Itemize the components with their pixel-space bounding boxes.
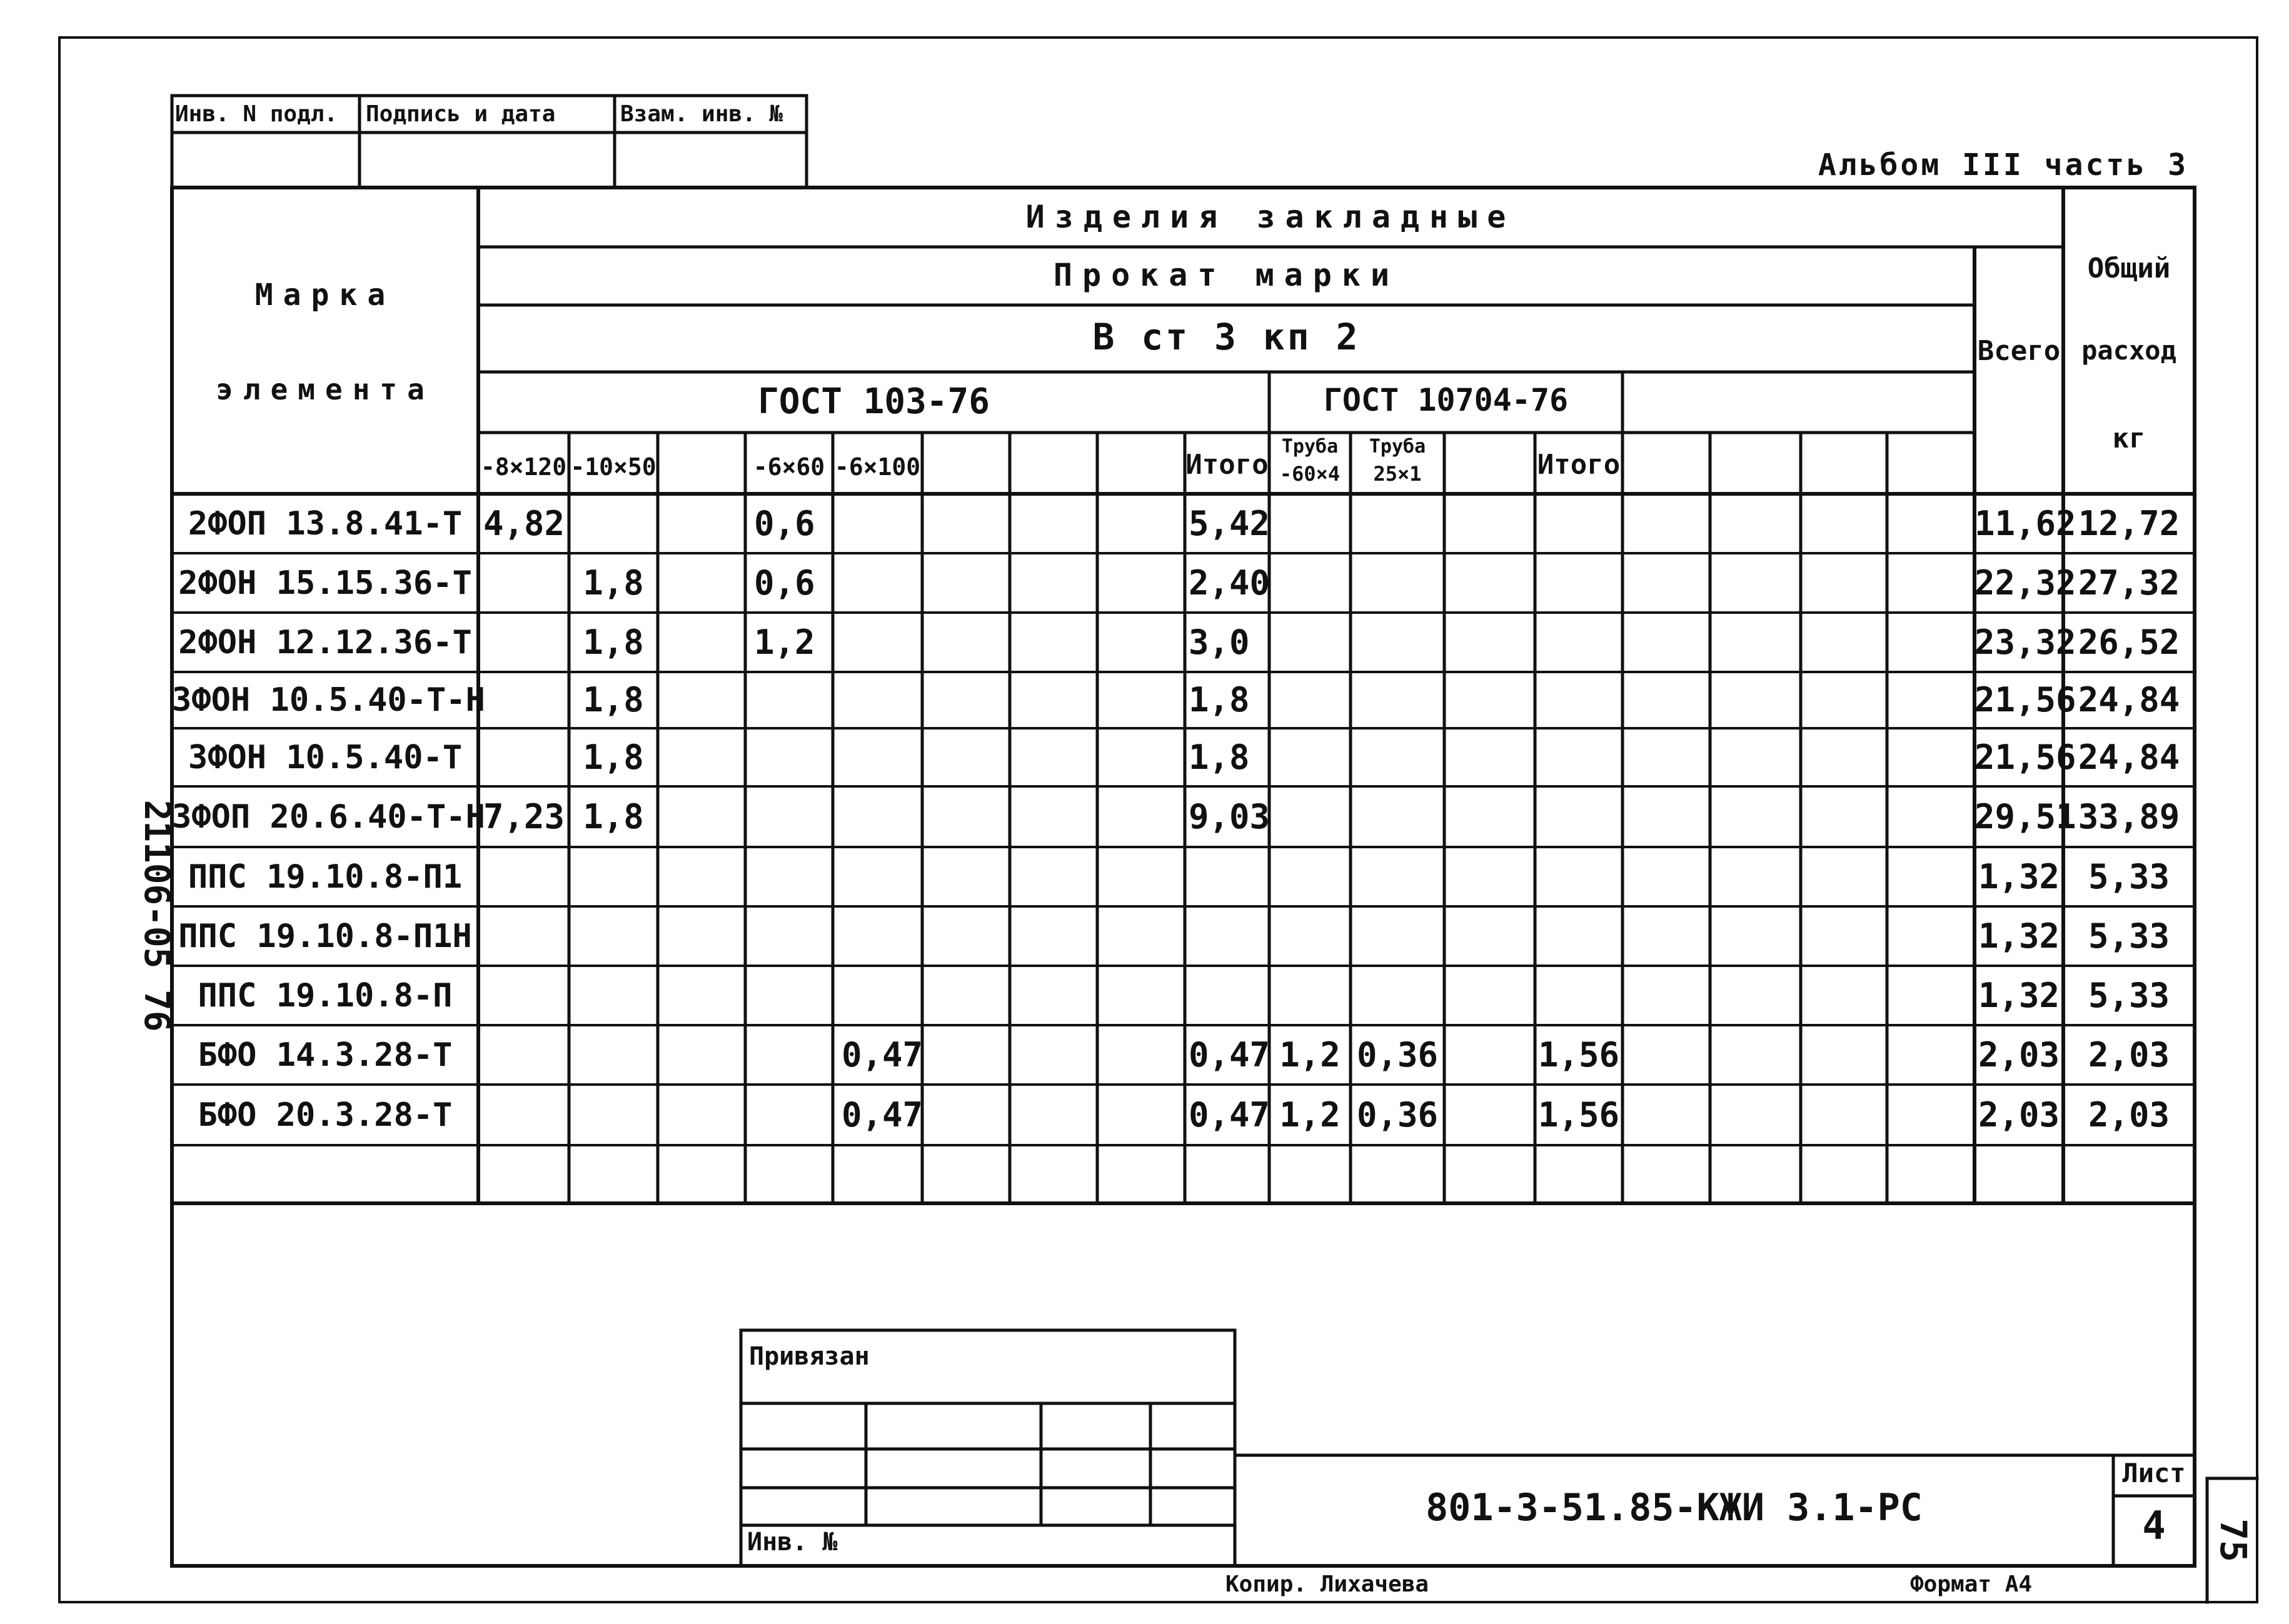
row-mark: ППС 19.10.8-П [198, 976, 453, 1015]
row-mark: БФО 14.3.28-Т [198, 1036, 453, 1074]
cell-c4: 1,2 [754, 622, 815, 662]
cell-vsego: 21,56 [1975, 737, 2076, 777]
row-mark: 3ФОН 10.5.40-Т-Н [172, 681, 485, 719]
cell-c2: 1,8 [583, 737, 644, 777]
inv-no-label: Инв. № [747, 1528, 838, 1556]
header-obshiy: Общий [2087, 253, 2171, 284]
cell-c2: 1,8 [583, 563, 644, 603]
header-rashod: расход [2081, 335, 2176, 366]
privyazan-label: Привязан [749, 1342, 870, 1371]
row-mark: 2ФОП 13.8.41-Т [188, 504, 463, 543]
header-prokat: Прокат марки [1053, 257, 1400, 293]
col-header-itogo-1: Итого [1185, 449, 1269, 481]
cell-total: 26,52 [2078, 622, 2180, 662]
stamp-podpis-data: Подпись и дата [366, 101, 556, 127]
row-mark: 3ФОН 10.5.40-Т [188, 738, 463, 776]
cell-vsego: 2,03 [1978, 1035, 2060, 1075]
cell-it1: 3,0 [1189, 622, 1250, 662]
header-vsego: Всего [1977, 335, 2061, 367]
cell-total: 2,03 [2088, 1035, 2170, 1075]
cell-vsego: 11,62 [1975, 503, 2076, 543]
cell-total: 24,84 [2078, 737, 2180, 777]
cell-c2: 1,8 [583, 680, 644, 719]
cell-c4: 0,6 [754, 503, 815, 543]
cell-it1: 1,8 [1189, 680, 1250, 719]
cell-it1: 0,47 [1189, 1035, 1270, 1075]
list-number: 4 [2142, 1503, 2166, 1548]
col-header-truba-1b: -60×4 [1279, 462, 1341, 486]
side-code: 21106-05 76 [136, 799, 177, 1032]
row-mark: 3ФОП 20.6.40-Т-Н [172, 798, 485, 836]
cell-c1: 4,82 [483, 503, 565, 543]
cell-it1: 9,03 [1189, 796, 1270, 836]
cell-it1: 2,40 [1189, 563, 1270, 603]
cell-it2: 1,56 [1537, 1095, 1620, 1135]
col-header-truba-2b: 25×1 [1373, 462, 1422, 486]
col-header-6x60: -6×60 [753, 453, 825, 481]
list-label: Лист [2122, 1458, 2186, 1488]
cell-c4: 0,6 [754, 563, 815, 603]
cell-tr1: 1,2 [1279, 1035, 1341, 1075]
row-mark: 2ФОН 15.15.36-Т [178, 564, 472, 602]
row-mark: ППС 19.10.8-П1Н [178, 917, 472, 955]
cell-it1: 1,8 [1189, 737, 1250, 777]
header-kg: кг [2112, 423, 2146, 454]
cell-c2: 1,8 [583, 796, 644, 836]
cell-total: 24,84 [2078, 680, 2180, 719]
cell-vsego: 1,32 [1978, 916, 2060, 956]
cell-c2: 1,8 [583, 622, 644, 662]
row-mark: БФО 20.3.28-Т [198, 1096, 453, 1134]
col-header-6x100: -6×100 [834, 453, 921, 481]
header-gost-10704: ГОСТ 10704-76 [1323, 382, 1569, 418]
cell-total: 33,89 [2078, 796, 2180, 836]
col-header-10x50: -10×50 [570, 453, 657, 481]
cell-vsego: 21,56 [1975, 680, 2076, 719]
col-header-truba-1a: Труба [1281, 436, 1339, 458]
cell-total: 12,72 [2078, 503, 2180, 543]
cell-vsego: 23,32 [1975, 622, 2076, 662]
cell-tr2: 0,36 [1356, 1095, 1439, 1135]
cell-total: 5,33 [2088, 916, 2170, 956]
header-elementa: элемента [216, 373, 435, 406]
col-header-itogo-2: Итого [1537, 449, 1621, 481]
row-mark: ППС 19.10.8-П1 [188, 858, 463, 896]
col-header-truba-2a: Труба [1369, 436, 1426, 458]
cell-total: 5,33 [2088, 856, 2170, 896]
header-steel: В ст 3 кп 2 [1092, 316, 1361, 358]
cell-vsego: 2,03 [1978, 1095, 2060, 1135]
stamp-inv-podl: Инв. N подл. [175, 101, 338, 127]
cell-c5: 0,47 [842, 1095, 923, 1135]
cell-it1: 5,42 [1189, 503, 1270, 543]
corner-number: 75 [2212, 1518, 2255, 1562]
copied-by: Копир. Лихачева [1225, 1571, 1429, 1597]
cell-vsego: 22,32 [1975, 563, 2076, 603]
cell-it2: 1,56 [1537, 1035, 1620, 1075]
cell-tr2: 0,36 [1356, 1035, 1439, 1075]
header-gost-103: ГОСТ 103-76 [758, 381, 990, 422]
cell-total: 5,33 [2088, 975, 2170, 1015]
cell-c1: 7,23 [483, 796, 565, 836]
doc-code: 801-3-51.85-КЖИ 3.1-РС [1426, 1486, 1923, 1530]
cell-tr1: 1,2 [1279, 1095, 1341, 1135]
album-label: Альбом III часть 3 [1818, 148, 2188, 183]
format-label: Формат А4 [1910, 1571, 2033, 1597]
row-mark: 2ФОН 12.12.36-Т [178, 623, 472, 661]
cell-total: 2,03 [2088, 1095, 2170, 1135]
header-izdeliya: Изделия закладные [1025, 199, 1516, 235]
stamp-vzam-inv: Взам. инв. № [620, 101, 783, 127]
header-marka: Марка [254, 278, 396, 313]
col-header-8x120: -8×120 [480, 453, 567, 481]
cell-c5: 0,47 [842, 1035, 923, 1075]
cell-vsego: 1,32 [1978, 975, 2060, 1015]
cell-vsego: 29,51 [1975, 796, 2076, 836]
cell-total: 27,32 [2078, 563, 2180, 603]
cell-vsego: 1,32 [1978, 856, 2060, 896]
cell-it1: 0,47 [1189, 1095, 1270, 1135]
